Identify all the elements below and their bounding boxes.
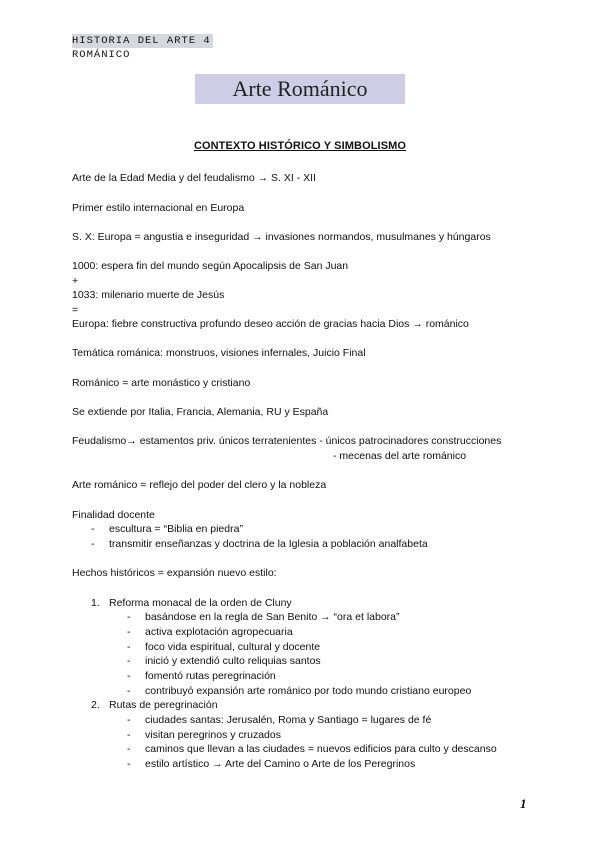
paragraph: Arte de la Edad Media y del feudalismo → S. XI - XII — [72, 172, 316, 184]
paragraph: 1033: milenario muerte de Jesús — [72, 289, 225, 301]
paragraph: 1000: espera fin del mundo según Apocalipsis de San Juan — [72, 260, 349, 272]
bullet-dash: - — [127, 729, 131, 741]
bullet-dash: - — [127, 655, 131, 667]
bullet-dash: - — [127, 743, 131, 755]
bullet-dash: - — [127, 641, 131, 653]
page-number: 1 — [520, 796, 527, 811]
document-header — [72, 34, 213, 62]
bullet-dash: - — [127, 626, 131, 638]
paragraph: Feudalismo→ estamentos priv. únicos terratenientes - únicos patrocinadores construcciones — [72, 435, 502, 447]
paragraph: Europa: fiebre constructiva profundo deseo acción de gracias hacia Dios → románico — [72, 318, 469, 330]
bullet-dash: - — [91, 523, 95, 535]
paragraph: Temática románica: monstruos, visiones infernales, Juicio Final — [72, 347, 366, 359]
list-item-label: Rutas de peregrinación — [109, 699, 218, 711]
sub-bullet-item: ciudades santas: Jerusalén, Roma y Santiago = lugares de fé — [145, 714, 432, 726]
bullet-dash: - — [127, 758, 131, 770]
bullet-item: escultura = “Biblia en piedra” — [109, 523, 243, 535]
paragraph: Hechos históricos = expansión nuevo estilo: — [72, 567, 277, 579]
bullet-dash: - — [127, 611, 131, 623]
header-course: HISTORIA DEL ARTE 4 — [72, 35, 211, 47]
equals-sign: = — [72, 304, 79, 316]
bullet-dash: - — [127, 670, 131, 682]
sub-bullet-item: inició y extendió culto reliquias santos — [145, 655, 321, 667]
sub-bullet-item: foco vida espiritual, cultural y docente — [145, 641, 321, 653]
sub-bullet-item: caminos que llevan a las ciudades = nuevos edificios para culto y descanso — [145, 743, 497, 755]
sub-bullet-item: activa explotación agropecuaria — [145, 626, 293, 638]
sub-bullet-item: fomentó rutas peregrinación — [145, 670, 276, 682]
paragraph: S. X: Europa = angustia e inseguridad → invasiones normandos, musulmanes y húngaros — [72, 231, 491, 243]
list-number: 2. — [91, 699, 100, 711]
sub-bullet-item: basándose en la regla de San Benito → “ora et labora” — [145, 611, 400, 623]
sub-bullet-item: visitan peregrinos y cruzados — [145, 729, 281, 741]
paragraph-continuation: - mecenas del arte románico — [333, 450, 467, 462]
bullet-dash: - — [127, 685, 131, 697]
title-box — [195, 74, 405, 104]
paragraph: Finalidad docente — [72, 509, 155, 521]
page-title: Arte Románico — [232, 76, 368, 101]
paragraph: Se extiende por Italia, Francia, Alemania, RU y España — [72, 406, 329, 418]
header-topic: ROMÁNICO — [72, 49, 131, 61]
sub-bullet-item: contribuyó expansión arte románico por todo mundo cristiano europeo — [145, 685, 472, 697]
section-heading: CONTEXTO HISTÓRICO Y SIMBOLISMO — [193, 140, 407, 152]
bullet-dash: - — [127, 714, 131, 726]
paragraph: Primer estilo internacional en Europa — [72, 202, 245, 214]
paragraph: Arte románico = reflejo del poder del clero y la nobleza — [72, 479, 327, 491]
list-number: 1. — [91, 597, 100, 609]
sub-bullet-item: estilo artístico → Arte del Camino o Arte de los Peregrinos — [145, 758, 416, 770]
list-item-label: Reforma monacal de la orden de Cluny — [109, 597, 292, 609]
bullet-dash: - — [91, 538, 95, 550]
paragraph: Románico = arte monástico y cristiano — [72, 377, 251, 389]
plus-sign: + — [72, 275, 79, 287]
bullet-item: transmitir enseñanzas y doctrina de la Iglesia a población analfabeta — [109, 538, 428, 550]
